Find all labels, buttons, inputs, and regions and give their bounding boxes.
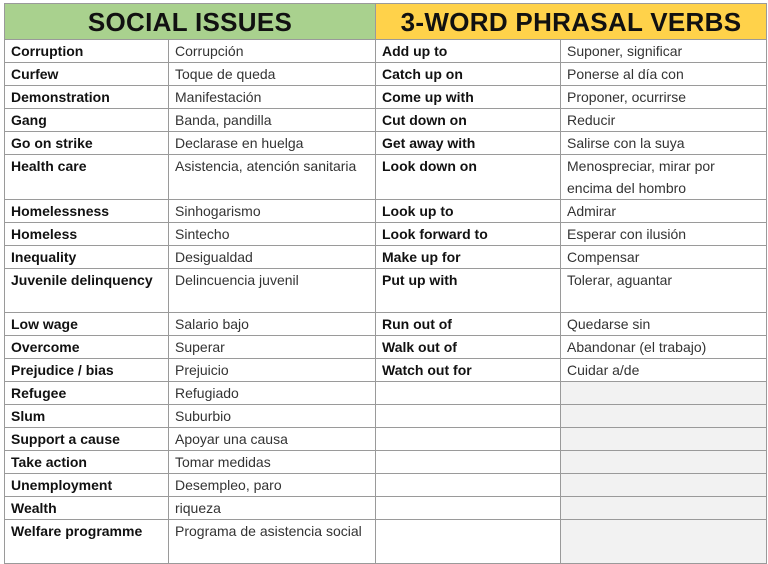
table-row — [5, 200, 767, 223]
verb-translation: Reducir — [561, 109, 767, 132]
verb-translation — [561, 451, 767, 474]
table-row — [5, 155, 767, 200]
vocabulary-sheet — [4, 3, 766, 547]
vocabulary-table — [4, 3, 767, 564]
social-translation: Desempleo, paro — [169, 474, 376, 497]
social-translation: Superar — [169, 336, 376, 359]
social-translation: Tomar medidas — [169, 451, 376, 474]
verb-translation: Admirar — [561, 200, 767, 223]
verb-translation — [561, 520, 767, 564]
social-term: Corruption — [5, 40, 169, 63]
social-translation: Salario bajo — [169, 313, 376, 336]
social-term: Homeless — [5, 223, 169, 246]
table-row — [5, 428, 767, 451]
table-row — [5, 86, 767, 109]
verb-term: Look down on — [376, 155, 561, 200]
verb-term — [376, 405, 561, 428]
verb-term — [376, 382, 561, 405]
verb-term: Look forward to — [376, 223, 561, 246]
table-row — [5, 109, 767, 132]
verb-translation — [561, 428, 767, 451]
table-row — [5, 223, 767, 246]
social-term: Demonstration — [5, 86, 169, 109]
table-row — [5, 269, 767, 313]
verb-translation — [561, 474, 767, 497]
verb-term — [376, 474, 561, 497]
social-term: Refugee — [5, 382, 169, 405]
social-translation: Asistencia, atención sanitaria — [169, 155, 376, 200]
table-row — [5, 336, 767, 359]
social-term: Slum — [5, 405, 169, 428]
header-row — [5, 4, 767, 40]
social-translation: Banda, pandilla — [169, 109, 376, 132]
social-term: Health care — [5, 155, 169, 200]
table-row — [5, 382, 767, 405]
verb-term: Put up with — [376, 269, 561, 313]
table-row — [5, 40, 767, 63]
table-row — [5, 451, 767, 474]
social-term: Take action — [5, 451, 169, 474]
social-term: Juvenile delinquency — [5, 269, 169, 313]
verb-translation: Quedarse sin — [561, 313, 767, 336]
verb-term: Run out of — [376, 313, 561, 336]
verb-translation: Menospreciar, mirar por encima del hombro — [561, 155, 767, 200]
verb-term — [376, 497, 561, 520]
verb-term: Come up with — [376, 86, 561, 109]
social-translation: Sintecho — [169, 223, 376, 246]
verb-translation — [561, 497, 767, 520]
verb-term — [376, 451, 561, 474]
social-term: Support a cause — [5, 428, 169, 451]
social-translation: Declarase en huelga — [169, 132, 376, 155]
social-translation: Manifestación — [169, 86, 376, 109]
social-term: Homelessness — [5, 200, 169, 223]
verb-translation — [561, 382, 767, 405]
verb-term: Watch out for — [376, 359, 561, 382]
verb-translation: Ponerse al día con — [561, 63, 767, 86]
table-row — [5, 313, 767, 336]
social-translation: Programa de asistencia social — [169, 520, 376, 564]
social-translation: Delincuencia juvenil — [169, 269, 376, 313]
verb-translation: Esperar con ilusión — [561, 223, 767, 246]
social-term: Overcome — [5, 336, 169, 359]
social-issues-header: SOCIAL ISSUES — [5, 4, 376, 40]
social-translation: Apoyar una causa — [169, 428, 376, 451]
social-translation: Desigualdad — [169, 246, 376, 269]
verb-translation: Tolerar, aguantar — [561, 269, 767, 313]
verb-translation: Salirse con la suya — [561, 132, 767, 155]
verb-translation: Cuidar a/de — [561, 359, 767, 382]
social-translation: Refugiado — [169, 382, 376, 405]
table-row — [5, 359, 767, 382]
social-term: Go on strike — [5, 132, 169, 155]
social-term: Unemployment — [5, 474, 169, 497]
social-term: Inequality — [5, 246, 169, 269]
verb-term — [376, 520, 561, 564]
social-translation: Prejuicio — [169, 359, 376, 382]
phrasal-verbs-header: 3-WORD PHRASAL VERBS — [376, 4, 767, 40]
table-row — [5, 474, 767, 497]
verb-translation: Suponer, significar — [561, 40, 767, 63]
social-term: Prejudice / bias — [5, 359, 169, 382]
verb-term — [376, 428, 561, 451]
social-translation: riqueza — [169, 497, 376, 520]
table-row — [5, 63, 767, 86]
verb-term: Catch up on — [376, 63, 561, 86]
table-row — [5, 405, 767, 428]
table-row — [5, 246, 767, 269]
verb-translation: Proponer, ocurrirse — [561, 86, 767, 109]
verb-term: Cut down on — [376, 109, 561, 132]
verb-term: Walk out of — [376, 336, 561, 359]
verb-term: Look up to — [376, 200, 561, 223]
verb-term: Add up to — [376, 40, 561, 63]
social-translation: Sinhogarismo — [169, 200, 376, 223]
table-row — [5, 520, 767, 564]
verb-term: Get away with — [376, 132, 561, 155]
social-term: Curfew — [5, 63, 169, 86]
table-row — [5, 132, 767, 155]
verb-translation — [561, 405, 767, 428]
social-term: Gang — [5, 109, 169, 132]
verb-term: Make up for — [376, 246, 561, 269]
social-term: Low wage — [5, 313, 169, 336]
table-row — [5, 497, 767, 520]
social-translation: Toque de queda — [169, 63, 376, 86]
verb-translation: Abandonar (el trabajo) — [561, 336, 767, 359]
social-term: Welfare programme — [5, 520, 169, 564]
social-term: Wealth — [5, 497, 169, 520]
social-translation: Corrupción — [169, 40, 376, 63]
verb-translation: Compensar — [561, 246, 767, 269]
social-translation: Suburbio — [169, 405, 376, 428]
